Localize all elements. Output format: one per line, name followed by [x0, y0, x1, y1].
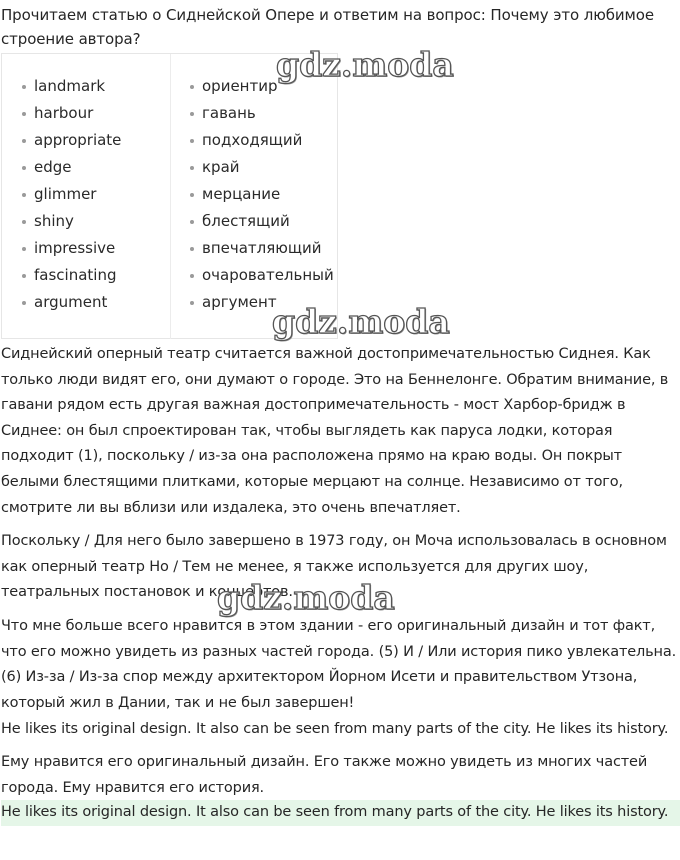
bullet-icon	[22, 301, 26, 305]
bullet-icon	[22, 247, 26, 251]
vocab-word-en: fascinating	[34, 266, 117, 284]
vocab-item-ru	[190, 100, 334, 127]
vocab-word-en: shiny	[34, 212, 74, 230]
vocab-item-ru	[190, 262, 334, 289]
answer-highlighted: He likes its original design. It also can be seen from many parts of the city. He likes its history.	[1, 800, 680, 826]
vocab-item-en	[22, 289, 121, 316]
vocab-item-en	[22, 208, 121, 235]
watermark-logo: gdz.moda	[276, 45, 454, 84]
bullet-icon	[22, 139, 26, 143]
bullet-icon	[22, 220, 26, 224]
table-column-divider	[170, 54, 171, 339]
watermark-logo: gdz.moda	[217, 578, 395, 617]
vocabulary-table	[1, 53, 338, 339]
bullet-icon	[190, 166, 194, 170]
answer-russian: Ему нравится его оригинальный дизайн. Его также можно увидеть из многих частей города. Ему нравится его история.	[1, 754, 648, 796]
bullet-icon	[22, 112, 26, 116]
vocab-word-en: appropriate	[34, 131, 122, 149]
vocab-word-ru: впечатляющий	[202, 239, 322, 257]
answer-english: He likes its original design. It also can be seen from many parts of the city. He likes its history.	[1, 721, 669, 737]
bullet-icon	[190, 274, 194, 278]
vocab-word-en: harbour	[34, 104, 94, 122]
vocab-item-en	[22, 235, 121, 262]
vocab-item-ru	[190, 181, 334, 208]
vocab-item-en	[22, 127, 121, 154]
watermark-logo: gdz.moda	[272, 302, 450, 341]
vocab-word-en: landmark	[34, 77, 106, 95]
translation-paragraph-2: Поскольку / Для него было завершено в 1973 году, он Моча использовалась в основном как оперный театр Но / Тем не менее, я также используется для других шоу, театральных постановок и концертов.	[1, 533, 667, 601]
bullet-icon	[22, 193, 26, 197]
bullet-icon	[22, 166, 26, 170]
bullet-icon	[190, 85, 194, 89]
bullet-icon	[190, 220, 194, 224]
bullet-icon	[190, 247, 194, 251]
vocab-item-en	[22, 154, 121, 181]
vocab-word-ru: очаровательный	[202, 266, 334, 284]
vocab-item-ru	[190, 235, 334, 262]
bullet-icon	[22, 274, 26, 278]
vocab-item-en	[22, 181, 121, 208]
bullet-icon	[190, 139, 194, 143]
bullet-icon	[190, 112, 194, 116]
vocab-item-ru	[190, 154, 334, 181]
vocab-word-ru: гавань	[202, 104, 256, 122]
vocab-word-ru: край	[202, 158, 240, 176]
vocab-word-ru: подходящий	[202, 131, 303, 149]
intro-question: Прочитаем статью о Сиднейской Опере и ответим на вопрос: Почему это любимое строение автора?	[1, 6, 654, 48]
vocab-word-ru: блестящий	[202, 212, 290, 230]
bullet-icon	[22, 85, 26, 89]
vocab-item-en	[22, 262, 121, 289]
vocab-word-en: edge	[34, 158, 72, 176]
vocab-word-ru: ориентир	[202, 77, 278, 95]
vocab-word-ru: аргумент	[202, 293, 277, 311]
vocab-word-en: argument	[34, 293, 108, 311]
bullet-icon	[190, 301, 194, 305]
vocab-word-en: impressive	[34, 239, 116, 257]
translation-paragraph-3: Что мне больше всего нравится в этом здании - его оригинальный дизайн и тот факт, что его можно увидеть из разных частей города. (5) И / Или история пико увлекательна. (6) Из-за / Из-за спор между архитектором Йорном Исети и правительством Утзона, который жил в Дании, так и не был завершен!	[1, 618, 677, 711]
vocab-item-ru	[190, 208, 334, 235]
vocabulary-english-column	[22, 73, 121, 316]
vocab-word-ru: мерцание	[202, 185, 281, 203]
vocabulary-russian-column	[190, 73, 334, 316]
translation-paragraph-1: Сиднейский оперный театр считается важной достопримечательностью Сиднея. Как только люди видят его, они думают о городе. Это на Беннелонге. Обратим внимание, в гавани рядом есть другая важная достопримечательность - мост Харбор-бридж в Сиднее: он был спроектирован так, чтобы выглядеть как паруса лодки, которая подходит (1), поскольку / из-за она расположена прямо на краю воды. Он покрыт белыми блестящими плитками, которые мерцают на солнце. Независимо от того, смотрите ли вы вблизи или издалека, это очень впечатляет.	[1, 346, 669, 516]
vocab-word-en: glimmer	[34, 185, 97, 203]
vocab-item-ru	[190, 127, 334, 154]
vocab-item-en	[22, 100, 121, 127]
bullet-icon	[190, 193, 194, 197]
vocab-item-en	[22, 73, 121, 100]
